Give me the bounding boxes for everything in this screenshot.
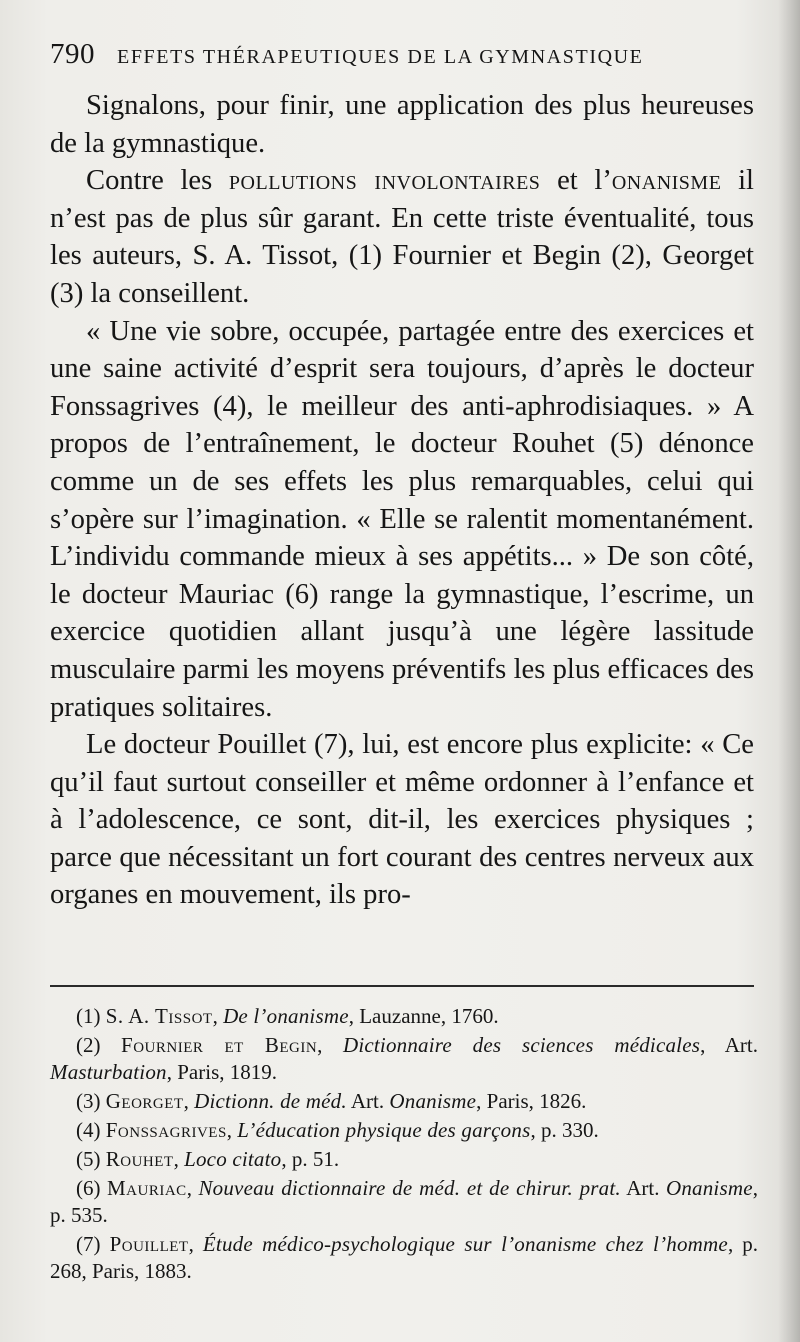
footnote-separator: , [186, 1176, 199, 1200]
footnote-title: Loco citato [184, 1147, 282, 1171]
paragraph-2 [50, 162, 754, 312]
footnote-title-2: Onanisme [665, 1176, 753, 1200]
footnote-number: (6) [76, 1176, 107, 1200]
page-edge-shadow [778, 0, 800, 1342]
footnote-title: De l’onanisme [223, 1004, 349, 1028]
footnote-separator: , [226, 1118, 238, 1142]
footnote-author: Georget [105, 1089, 184, 1113]
footnote-1 [50, 1003, 758, 1030]
footnote-rest: , p. 330. [530, 1118, 599, 1142]
footnote-title: Étude médico-psychologique sur l’onanisme chez l’homme [202, 1232, 728, 1256]
footnote-7 [50, 1231, 758, 1285]
footnote-author: S. A. Tissot [105, 1004, 213, 1028]
footnote-rest-2: , p. 535. [50, 1176, 758, 1227]
paragraph-3: « Une vie sobre, occupée, partagée entre des exercices et une saine activité d’esprit sera toujours, d’après le docteur Fonssagrives (4), le meilleur des anti-aphrodisiaques. » A propos de l’entraînement, le docteur Rouhet (5) dénonce comme un de ses effets les plus remarquables, celui qui s’opère sur l’imagination. « Elle se ralentit momentanément. L’individu commande mieux à ses appétits... » De son côté, le docteur Mauriac (6) range la gymnastique, l’escrime, un exercice quotidien allant jusqu’à une légère lassitude musculaire parmi les moyens préventifs les plus efficaces des pratiques solitaires. [50, 315, 754, 723]
footnote-number: (2) [76, 1033, 122, 1057]
term-onanisme: onanisme [611, 165, 722, 197]
running-header [50, 38, 750, 78]
footnote-title-2: Onanisme [389, 1089, 477, 1113]
footnote-separator: , [212, 1004, 224, 1028]
footnote-title: Dictionn. de méd. [194, 1089, 347, 1113]
footnote-separator: , [188, 1232, 203, 1256]
footnote-separator: , [173, 1147, 185, 1171]
footnote-5 [50, 1146, 758, 1173]
footnote-number: (7) [76, 1232, 110, 1256]
paragraph-4: Le docteur Pouillet (7), lui, est encore plus explicite: « Ce qu’il faut surtout conseiller et même ordonner à l’enfance et à l’adolescence, ce sont, dit-il, les exercices physiques ; parce que nécessitant un fort courant des centres nerveux aux organes en mouvement, ils pro- [50, 729, 754, 911]
footnotes [50, 1003, 758, 1287]
footnote-author: Fournier et Begin [121, 1033, 318, 1057]
footnote-rest: Art. [620, 1176, 666, 1200]
running-title: EFFETS THÉRAPEUTIQUES DE LA GYMNASTIQUE [117, 46, 644, 68]
footnote-rest: Art. [346, 1089, 390, 1113]
footnote-title: Nouveau dictionnaire de méd. et de chirur. prat. [198, 1176, 621, 1200]
footnote-author: Pouillet [109, 1232, 189, 1256]
footnote-6 [50, 1175, 758, 1229]
footnote-author: Fonssagrives [105, 1118, 227, 1142]
footnote-author: Rouhet [105, 1147, 174, 1171]
footnote-author: Mauriac [107, 1176, 187, 1200]
footnote-4 [50, 1117, 758, 1144]
footnote-rest: , p. 51. [281, 1147, 340, 1171]
paragraph-1: Signalons, pour finir, une application des plus heureuses de la gymnastique. [50, 90, 754, 159]
footnote-number: (5) [76, 1147, 106, 1171]
footnote-rest: , Art. [700, 1033, 758, 1057]
footnote-separator: , [183, 1089, 195, 1113]
footnote-3 [50, 1088, 758, 1115]
paragraph-2-text-b: et l’ [540, 165, 612, 197]
main-text [50, 87, 754, 914]
footnote-rule [50, 985, 754, 987]
paragraph-2-text-a: Contre les [86, 165, 229, 197]
footnote-title: Dictionnaire des sciences médicales [342, 1033, 701, 1057]
term-pollutions: pollutions involontaires [228, 165, 541, 197]
footnote-rest: , p. 268, Paris, 1883. [50, 1232, 759, 1283]
paragraph-2-text-c: il n’est pas de plus sûr garant. En cette triste éventualité, tous les auteurs, S. A. Tissot, (1) Fournier et Begin (2), Georget (3) la conseillent. [50, 165, 754, 309]
footnote-title: L’éducation physique des garçons [237, 1118, 531, 1142]
footnote-rest: , Lauzanne, 1760. [348, 1004, 499, 1028]
page-number: 790 [50, 38, 95, 70]
footnote-number: (4) [76, 1118, 106, 1142]
footnote-rest-2: , Paris, 1819. [166, 1060, 277, 1084]
footnote-title-2: Masturbation [50, 1060, 167, 1084]
footnote-number: (3) [76, 1089, 106, 1113]
footnote-2 [50, 1032, 758, 1086]
footnote-rest-2: , Paris, 1826. [476, 1089, 587, 1113]
footnote-separator: , [317, 1033, 343, 1057]
footnote-number: (1) [76, 1004, 106, 1028]
